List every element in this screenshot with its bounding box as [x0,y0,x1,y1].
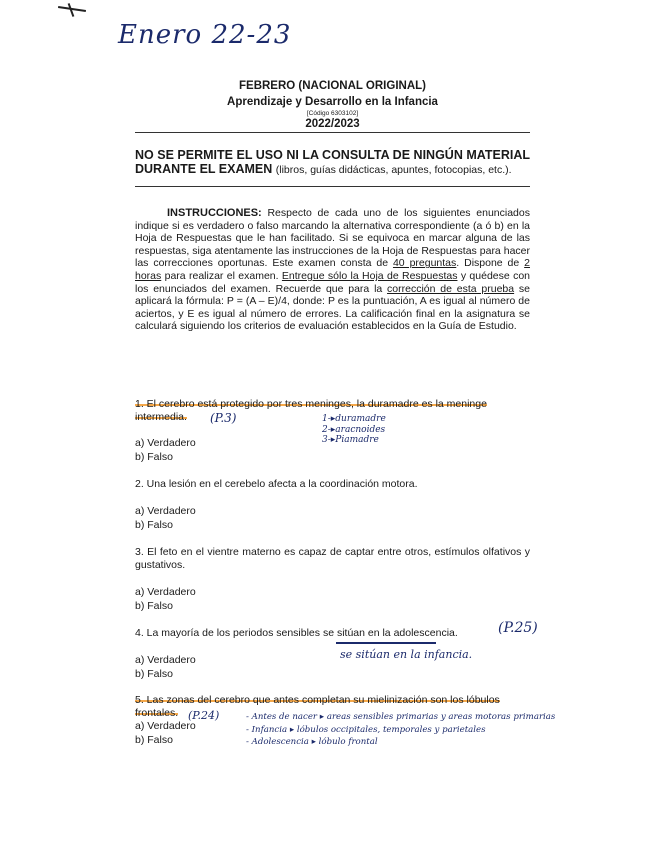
handwritten-note: 2-▸aracnoides [322,424,386,435]
handwritten-underline [336,642,436,644]
handwritten-page-ref: (P.24) [188,709,220,722]
instructions-text: . Dispone de [456,257,525,270]
handwritten-page-ref: (P.25) [498,620,538,636]
handwritten-note: - Adolescencia ▸ lóbulo frontal [246,737,378,747]
handwritten-note: 3-▸Piamadre [322,435,379,445]
handwritten-date: Enero 22-23 [118,20,292,50]
question-2: 2. Una lesión en el cerebelo afecta a la coordinación motora. [135,478,418,490]
instructions-label: INSTRUCCIONES: [167,207,262,219]
warning-detail: (libros, guías didácticas, apuntes, fotocopias, etc.). [275,164,512,176]
handwritten-correction: se sitúan en la infancia. [340,648,473,661]
option-false[interactable]: b) Falso [135,519,173,531]
warning-main: NO SE PERMITE EL USO NI LA CONSULTA DE NINGÚN MATERIAL DURANTE EL EXAMEN [135,148,530,176]
instructions-underline: 40 preguntas [392,257,457,270]
exam-session: FEBRERO (NACIONAL ORIGINAL) [239,80,426,92]
option-true[interactable]: a) Verdadero [135,437,196,449]
instructions-text: Respecto de cada uno de los siguientes enunciados indique si es verdadero o falso marcando la alternativa correspondiente (a ó b) en la Hoja de Respuestas que le han facilitado. Si se equivoca en marcar alguna de las respuestas, siga atentamente las instrucciones de la Hoja de Respuestas para hacer las correcciones oportunas. Este examen consta de [135,207,530,270]
instructions [135,207,530,333]
handwritten-meninges-list [322,414,386,446]
handwritten-myelination-notes [246,711,641,749]
handwritten-note: - Infancia ▸ lóbulos occipitales, temporales y parietales [246,724,486,735]
option-false[interactable]: b) Falso [135,668,173,680]
question-text: 1. El cerebro está protegido por tres meninges, la duramadre es la meninge intermedia. [135,398,487,423]
option-false[interactable]: b) Falso [135,451,173,463]
option-false[interactable]: b) Falso [135,734,173,746]
option-true[interactable]: a) Verdadero [135,505,196,517]
instructions-text: y quédese con los enunciados del examen. Recuerde que para la [135,269,530,295]
instructions-underline: 2 horas [135,257,530,282]
question-text: 5. Las zonas del cerebro que antes completan su mielinización son los lóbulos frontales. [135,694,500,719]
option-true[interactable]: a) Verdadero [135,654,196,666]
question-4: 4. La mayoría de los periodos sensibles se sitúan en la adolescencia. [135,627,458,639]
divider [135,186,530,187]
option-false[interactable]: b) Falso [135,600,173,612]
question-3: 3. El feto en el vientre materno es capaz de captar entre otros, estímulos olfativos y gustativos. [135,546,530,571]
subject-code: [Código 6303102] [306,110,359,117]
instructions-underline: Entregue sólo la Hoja de Respuestas [281,269,458,282]
instructions-text: se aplicará la fórmula: P = (A – E)/4, donde: P es la puntuación, A es igual al número de aciertos, y E es igual al número de errores. La calificación final en la asignatura se calculará siguiendo los criterios de evaluación establecidos en la Guía de Estudio. [135,282,530,333]
instructions-underline: corrección de esta prueba [387,282,515,295]
handwritten-note: 1-▸duramadre [322,414,386,424]
handwritten-page-ref: (P.3) [210,411,237,425]
subject-title: Aprendizaje y Desarrollo en la Infancia [227,96,438,108]
exam-warning [135,148,530,177]
option-true[interactable]: a) Verdadero [135,720,196,732]
handwritten-note: - Antes de nacer ▸ areas sensibles primarias y areas motoras primarias [246,712,556,722]
option-true[interactable]: a) Verdadero [135,586,196,598]
academic-year: 2022/2023 [305,118,360,130]
divider [135,132,530,133]
instructions-text: para realizar el examen. [161,269,282,282]
